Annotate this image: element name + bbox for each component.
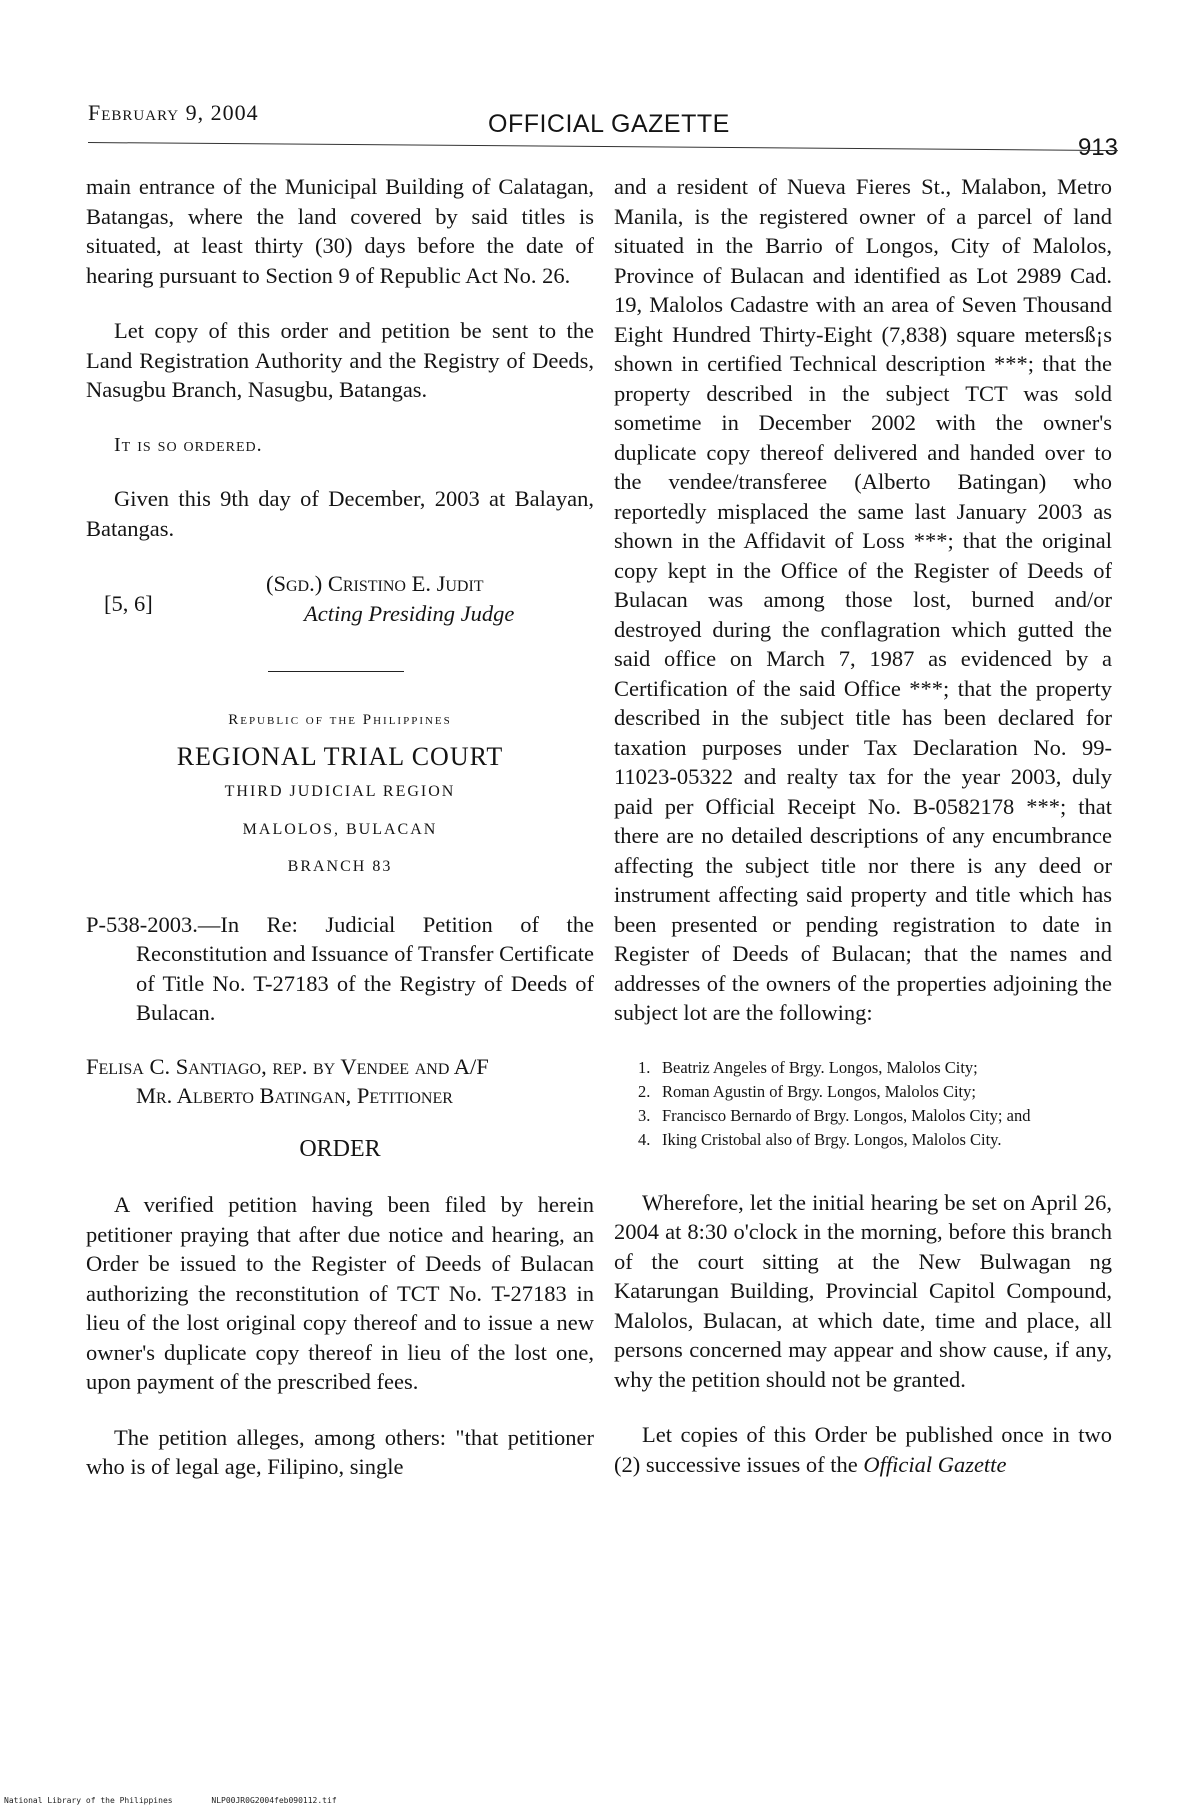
file-name: NLP00JR0G2004feb090112.tif xyxy=(211,1796,337,1805)
reference-number: [5, 6] xyxy=(104,591,153,616)
republic-line: Republic of the Philippines xyxy=(228,712,452,728)
order-heading: ORDER xyxy=(299,1135,381,1162)
list-item: 4. Iking Cristobal also of Brgy. Longos, Malolos City. xyxy=(638,1129,1002,1149)
signature-name: (Sgd.) Cristino E. Judit xyxy=(266,571,484,596)
page-header xyxy=(88,100,1118,170)
court-heading xyxy=(86,706,594,882)
right-column xyxy=(614,172,1112,1479)
publication-title: OFFICIAL GAZETTE xyxy=(488,110,730,138)
so-ordered: It is so ordered. xyxy=(114,433,263,456)
paragraph: A verified petition having been filed by herein petitioner praying that after due notice and hearing, an Order be issued to the Register of Deeds of Bulacan authorizing the reconstitution of TCT No. T-27183 in lieu of the lost original copy thereof and to issue a new owner's duplicate copy thereof in lieu of the lost one, upon payment of the prescribed fees. xyxy=(86,1192,594,1394)
given-date-paragraph: Given this 9th day of December, 2003 at Balayan, Batangas. xyxy=(86,486,594,541)
signature-title: Acting Presiding Judge xyxy=(304,601,515,626)
paragraph: The petition alleges, among others: "that petitioner who is of legal age, Filipino, single xyxy=(86,1424,594,1479)
paragraph: and a resident of Nueva Fieres St., Malabon, Metro Manila, is the registered owner of a parcel of land situated in the Barrio of Longos, City of Malolos, Province of Bulacan and identified as Lot 2989 Cad. 19, Malolos Cadastre with an area of Seven Thousand Eight Hundred Thirty-Eight (7,838) square metersß¡s shown in certified Technical description ***; that the property described in the subject TCT was sold sometime in December 2002 with the owner's duplicate copy thereof delivered and handed over to the vendee/transferee (Alberto Batingan) who reportedly misplaced the same last January 2003 as shown in the Affidavit of Loss ***; that the original copy kept in the Office of the Register of Deeds of Bulacan was among those lost, burned and/or destroyed during the conflagration which gutted the said office on March 7, 1987 as evidenced by a Certification of the said Office ***; that the property described in the subject title has been declared for taxation purposes under Tax Declaration No. 99-11023-05322 and realty tax for the year 2003, duly paid per Official Receipt No. B-0582178 ***; that there are no detailed descriptions of any encumbrance affecting the subject title nor there is any deed or instrument affecting said property and title which has been presented or pending registration to date in Register of Deeds of Bulacan; that the names and addresses of the owners of the properties adjoining the subject lot are the following: xyxy=(614,174,1112,1025)
left-column xyxy=(86,172,594,1482)
parties-line-1: Felisa C. Santiago, rep. by Vendee and A/F xyxy=(86,1053,489,1079)
signature-block xyxy=(86,569,594,631)
court-name: REGIONAL TRIAL COURT xyxy=(176,741,504,771)
adjoining-owners-list xyxy=(638,1056,1112,1152)
parties-line-2: Mr. Alberto Batingan, Petitioner xyxy=(136,1083,453,1108)
parties xyxy=(86,1052,594,1111)
paragraph: Wherefore, let the initial hearing be set on April 26, 2004 at 8:30 o'clock in the morning, before this branch of the court sitting at the New Bulwagan ng Katarungan Building, Provincial Capitol Compound, Malolos, Bulacan, at which date, time and place, all persons concerned may appear and show cause, if any, why the petition should not be granted. xyxy=(614,1189,1112,1392)
issue-date: February 9, 2004 xyxy=(88,100,259,125)
library-name: National Library of the Philippines xyxy=(4,1796,173,1805)
paragraph: Let copies of this Order be published once in two (2) successive issues of the Official Gazette xyxy=(614,1422,1112,1477)
section-divider xyxy=(268,671,404,672)
court-branch: BRANCH 83 xyxy=(287,858,393,875)
header-rule xyxy=(88,142,1118,151)
page-number: 913 xyxy=(1077,134,1118,161)
scan-footer xyxy=(4,1796,371,1805)
case-title: P-538-2003.—In Re: Judicial Petition of the Reconstitution and Issuance of Transfer Certificate of Title No. T-27183 of the Registry of Deeds of Bulacan. xyxy=(86,911,595,1025)
court-location: MALOLOS, BULACAN xyxy=(242,820,438,838)
list-item: 2. Roman Agustin of Brgy. Longos, Malolos City; xyxy=(638,1081,976,1101)
list-item: 1. Beatriz Angeles of Brgy. Longos, Malolos City; xyxy=(638,1057,978,1077)
paragraph: Let copy of this order and petition be sent to the Land Registration Authority and the Registry of Deeds, Nasugbu Branch, Nasugbu, Batangas. xyxy=(86,318,594,402)
court-region: THIRD JUDICIAL REGION xyxy=(224,783,456,800)
paragraph: main entrance of the Municipal Building of Calatagan, Batangas, where the land covered by said titles is situated, at least thirty (30) days before the date of hearing pursuant to Section 9 of Republic Act No. 26. xyxy=(86,174,594,288)
list-item: 3. Francisco Bernardo of Brgy. Longos, Malolos City; and xyxy=(638,1105,1031,1125)
